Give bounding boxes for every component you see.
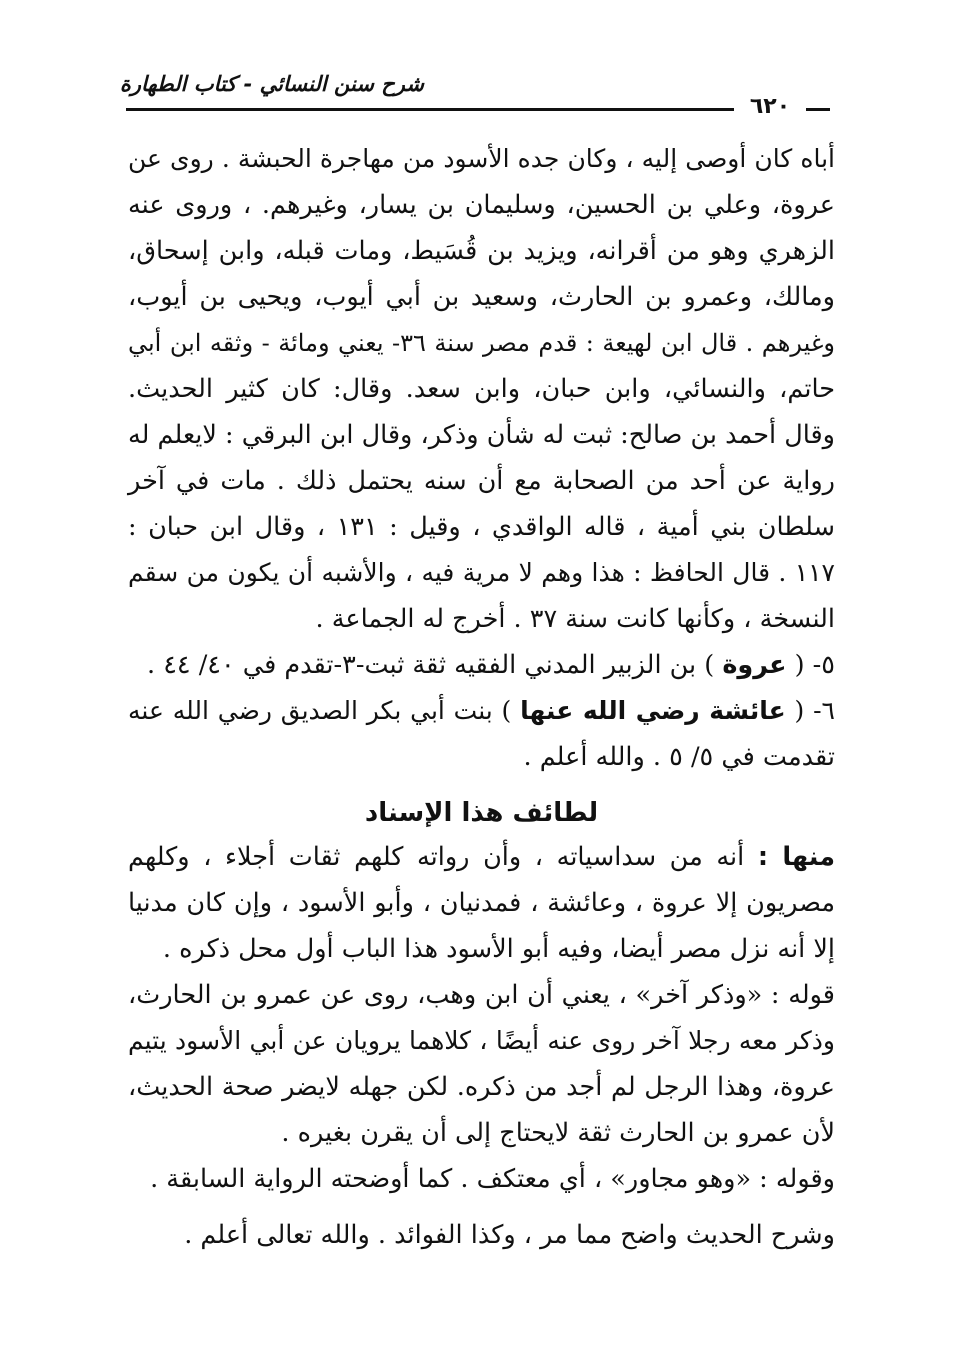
text-line: النسخة ، وكأنها كانت سنة ٣٧ . أخرج له الجماعة . (315, 604, 835, 634)
page-number: ٦٢٠ (749, 94, 791, 119)
text-line: ومالك، وعمرو بن الحارث، وسعيد بن أبي أيوب، ويحيى بن أيوب، (128, 282, 835, 312)
text-line: أباه كان أوصى إليه ، وكان جده الأسود من مهاجرة الحبشة . روى عن (128, 144, 835, 173)
text-line: وذكر معه رجلا آخر روى عنه أيضًا ، كلاهما يرويان عن أبي الأسود يتيم (128, 1026, 835, 1055)
entry-text: ) بن الزبير المدني الفقيه ثقة ثبت-٣-تقدم في ٤٠/ ٤٤ . (146, 650, 715, 680)
narrator-entry-6 (128, 688, 835, 734)
entry-text: ) بنت أبي بكر الصديق رضي الله عنه (128, 696, 512, 725)
text-line: عروة، وعلي بن الحسين، وسليمان بن يسار، وغيرهم. ، وروى عنه (128, 190, 835, 220)
narrator-name: عائشة رضي الله عنها (520, 696, 786, 725)
text-line: وشرح الحديث واضح مما مر ، وكذا الفوائد . والله تعالى أعلم . (184, 1220, 835, 1250)
text-line: حاتم، والنسائي، وابن حبان، وابن سعد. وقال: كان كثير الحديث. (128, 374, 835, 404)
text-line: وقال أحمد بن صالح: ثبت له شأن وذكر، وقال ابن البرقي : لايعلم له (128, 420, 835, 450)
section-heading: لطائف هذا الإسناد (364, 798, 599, 828)
text-line: تقدمت في ٥/ ٥ . والله أعلم . (523, 742, 835, 772)
text-line: رواية عن أحد من الصحابة مع أن سنه يحتمل ذلك . مات في آخر (128, 466, 835, 496)
entry-prefix: ٦- ( (794, 696, 835, 725)
narrator-entry-5 (128, 642, 835, 688)
entry-prefix: ٥- ( (794, 650, 835, 680)
text-line: وغيرهم . قال ابن لهيعة : قدم مصر سنة ٣٦- يعني ومائة - وثقه ابن أبي (128, 329, 836, 357)
text-line: عروة، وهذا الرجل لم أجد من ذكره. لكن جهله لايضر صحة الحديث، (128, 1072, 835, 1102)
text-line: سلطان بني أمية ، قاله الواقدي ، وقيل : ١٣١ ، وقال ابن حبان : (128, 512, 835, 542)
narrator-biography (128, 136, 835, 780)
text-line: قوله : «وذكر آخر» ، يعني أن ابن وهب، روى عن عمرو بن الحارث، (128, 980, 835, 1010)
text-line: وقوله : «وهو مجاور» ، أي معتكف . كما أوضحته الرواية السابقة . (150, 1164, 835, 1194)
isnad-notes (128, 834, 835, 1202)
lead-word: منها : (757, 842, 836, 872)
header-rule (126, 108, 734, 111)
header-rule-end (806, 108, 830, 111)
text-line (128, 834, 835, 880)
text-line: إلا أنه نزل مصر أيضا، وفيه أبو الأسود هذا الباب أول محل ذكره . (162, 934, 835, 964)
text-line: لأن عمرو بن الحارث ثقة لايحتاج إلى أن يقرن بغيره . (281, 1118, 835, 1148)
narrator-name: عروة (722, 650, 787, 680)
text-line: الزهري وهو من أقرانه، ويزيد بن قُسَيط، ومات قبله، وابن إسحاق، (128, 236, 835, 266)
closing-line (128, 1212, 835, 1258)
text-segment: أنه من سداسياته ، وأن رواته كلهم ثقات أجلاء ، وكلهم (128, 842, 758, 872)
running-title: شرح سنن النسائي - كتاب الطهارة (119, 72, 424, 96)
text-line: ١١٧ . قال الحافظ : هذا وهم لا مرية فيه ، والأشبه أن يكون من سقم (128, 558, 835, 587)
text-line: مصريون إلا عروة ، وعائشة ، فمدنيان ، وأبو الأسود ، وإن كان مدنيا (128, 888, 835, 918)
